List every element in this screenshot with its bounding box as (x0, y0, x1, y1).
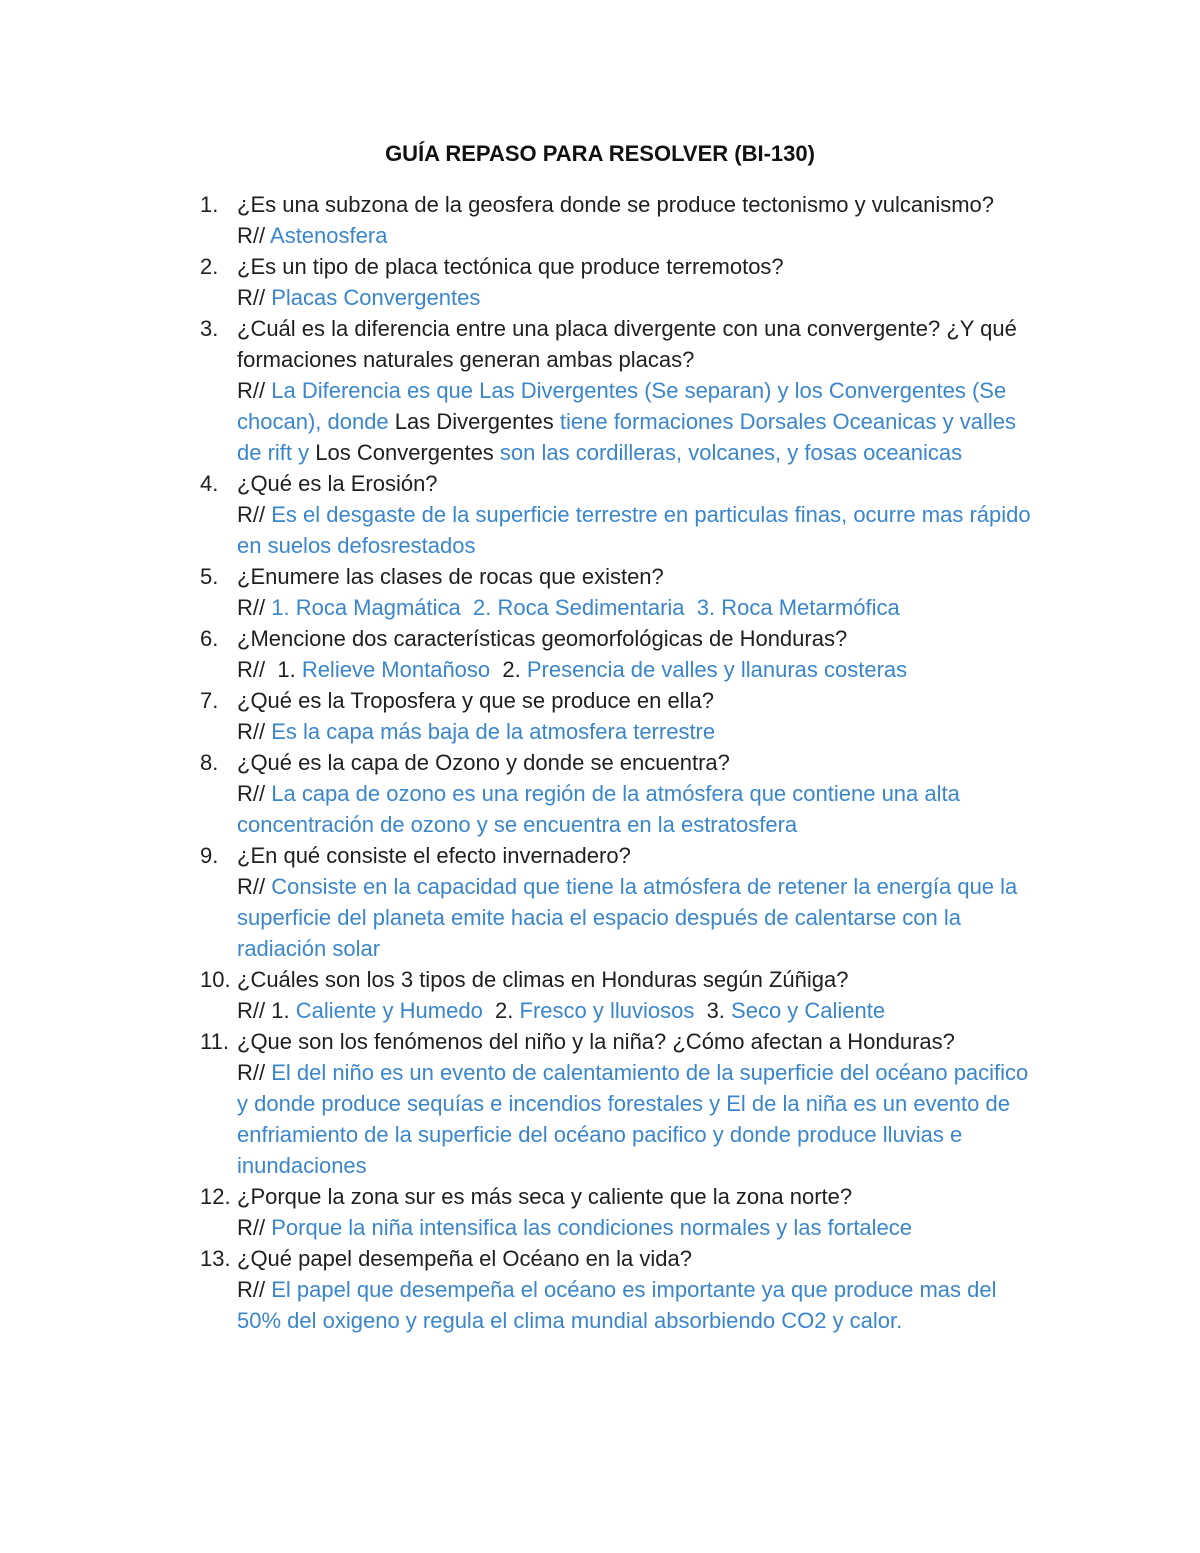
answer-prefix: R// (237, 595, 266, 620)
answer-text (237, 282, 1040, 313)
question-text: ¿Cuáles son los 3 tipos de climas en Honduras según Zúñiga? (237, 967, 849, 992)
answer-text (237, 1212, 1040, 1243)
answer-segment: tiene formaciones Dorsales Oceanicas y valles de rift y (237, 409, 1023, 465)
question-number: 2. (200, 254, 219, 279)
answer-plain-segment: 3. (694, 998, 732, 1023)
answer-text (237, 375, 1040, 468)
answer-segment: Placas Convergentes (265, 285, 481, 310)
answer-prefix: R// (237, 998, 266, 1023)
answer-segment: son las cordilleras, volcanes, y fosas oceanicas (493, 440, 963, 465)
question-item (200, 1181, 1040, 1243)
question-text: ¿Qué papel desempeña el Océano en la vida? (237, 1246, 692, 1271)
answer-segment: Caliente y Humedo (295, 998, 483, 1023)
answer-prefix: R// (237, 223, 266, 248)
answer-prefix: R// (237, 874, 266, 899)
answer-text (237, 1057, 1040, 1181)
answer-prefix: R// (237, 657, 266, 682)
question-text: ¿Es una subzona de la geosfera donde se produce tectonismo y vulcanismo? (237, 192, 995, 217)
question-number: 1. (200, 192, 219, 217)
question-list (200, 189, 1040, 1336)
answer-prefix: R// (237, 1215, 266, 1240)
question-item (200, 189, 1040, 251)
question-number: 11. (200, 1029, 229, 1054)
answer-segment: La Diferencia es que Las Divergentes (Se separan) y los Convergentes (Se chocan), donde (237, 378, 1013, 434)
answer-segment: Astenosfera (265, 223, 388, 248)
question-number: 13. (200, 1246, 231, 1271)
answer-plain-segment: 1. (265, 998, 296, 1023)
answer-prefix: R// (237, 1277, 266, 1302)
question-text: ¿Porque la zona sur es más seca y caliente que la zona norte? (237, 1184, 853, 1209)
question-item (200, 1026, 1040, 1181)
question-number: 4. (200, 471, 219, 496)
question-item (200, 623, 1040, 685)
question-item (200, 840, 1040, 964)
answer-segment: El papel que desempeña el océano es importante ya que produce mas del 50% del oxigeno y regula el clima mundial absorbiendo CO2 y calor. (237, 1277, 1003, 1333)
answer-segment: Es la capa más baja de la atmosfera terrestre (265, 719, 716, 744)
answer-text (237, 995, 1040, 1026)
answer-segment: Porque la niña intensifica las condiciones normales y las fortalece (265, 1215, 913, 1240)
answer-prefix: R// (237, 378, 266, 403)
question-text: ¿Mencione dos características geomorfológicas de Honduras? (237, 626, 848, 651)
answer-segment: Consiste en la capacidad que tiene la atmósfera de retener la energía que la superficie del planeta emite hacia el espacio después de calentarse con la radiación solar (237, 874, 1024, 961)
answer-segment: La capa de ozono es una región de la atmósfera que contiene una alta concentración de ozono y se encuentra en la estratosfera (237, 781, 966, 837)
question-number: 12. (200, 1184, 231, 1209)
answer-segment: Relieve Montañoso (301, 657, 491, 682)
answer-prefix: R// (237, 1060, 266, 1085)
question-text: ¿Cuál es la diferencia entre una placa divergente con una convergente? ¿Y qué formaciones naturales generan ambas placas? (237, 316, 1017, 372)
question-number: 6. (200, 626, 219, 651)
question-item (200, 561, 1040, 623)
question-number: 3. (200, 316, 219, 341)
answer-prefix: R// (237, 719, 266, 744)
answer-plain-segment: Los Convergentes (315, 440, 494, 465)
answer-text (237, 592, 1040, 623)
answer-text (237, 499, 1040, 561)
question-item (200, 685, 1040, 747)
answer-text (237, 716, 1040, 747)
question-text: ¿Que son los fenómenos del niño y la niña? ¿Cómo afectan a Honduras? (237, 1029, 955, 1054)
question-item (200, 747, 1040, 840)
answer-plain-segment: 2. (490, 657, 527, 682)
question-text: ¿Qué es la capa de Ozono y donde se encuentra? (237, 750, 730, 775)
answer-plain-segment: 2. (482, 998, 520, 1023)
question-item (200, 468, 1040, 561)
answer-text (237, 871, 1040, 964)
answer-text (237, 1274, 1040, 1336)
question-item (200, 251, 1040, 313)
answer-prefix: R// (237, 502, 266, 527)
answer-segment: Presencia de valles y llanuras costeras (526, 657, 908, 682)
question-text: ¿En qué consiste el efecto invernadero? (237, 843, 631, 868)
question-number: 5. (200, 564, 219, 589)
question-number: 9. (200, 843, 219, 868)
answer-segment: Fresco y lluviosos (519, 998, 695, 1023)
answer-prefix: R// (237, 781, 266, 806)
question-text: ¿Qué es la Erosión? (237, 471, 438, 496)
answer-prefix: R// (237, 285, 266, 310)
question-number: 8. (200, 750, 219, 775)
answer-plain-segment: Las Divergentes (394, 409, 554, 434)
answer-segment: El del niño es un evento de calentamiento de la superficie del océano pacifico y donde produce sequías e incendios forestales y El de la niña es un evento de enfriamiento de la superficie del océano pacifico y donde produce lluvias e inundaciones (237, 1060, 1035, 1178)
answer-segment: Seco y Caliente (731, 998, 886, 1023)
question-item (200, 1243, 1040, 1336)
question-text: ¿Es un tipo de placa tectónica que produce terremotos? (237, 254, 784, 279)
answer-text (237, 654, 1040, 685)
question-text: ¿Enumere las clases de rocas que existen? (237, 564, 664, 589)
answer-segment: 1. Roca Magmática 2. Roca Sedimentaria 3. Roca Metarmófica (265, 595, 900, 620)
answer-text (237, 220, 1040, 251)
question-item (200, 964, 1040, 1026)
answer-segment: Es el desgaste de la superficie terrestre en particulas finas, ocurre mas rápido en suelos defosrestados (237, 502, 1037, 558)
question-text: ¿Qué es la Troposfera y que se produce en ella? (237, 688, 714, 713)
question-number: 10. (200, 967, 231, 992)
question-item (200, 313, 1040, 468)
answer-plain-segment: 1. (265, 657, 302, 682)
question-number: 7. (200, 688, 219, 713)
answer-text (237, 778, 1040, 840)
document-title: GUÍA REPASO PARA RESOLVER (BI-130) (385, 141, 815, 166)
